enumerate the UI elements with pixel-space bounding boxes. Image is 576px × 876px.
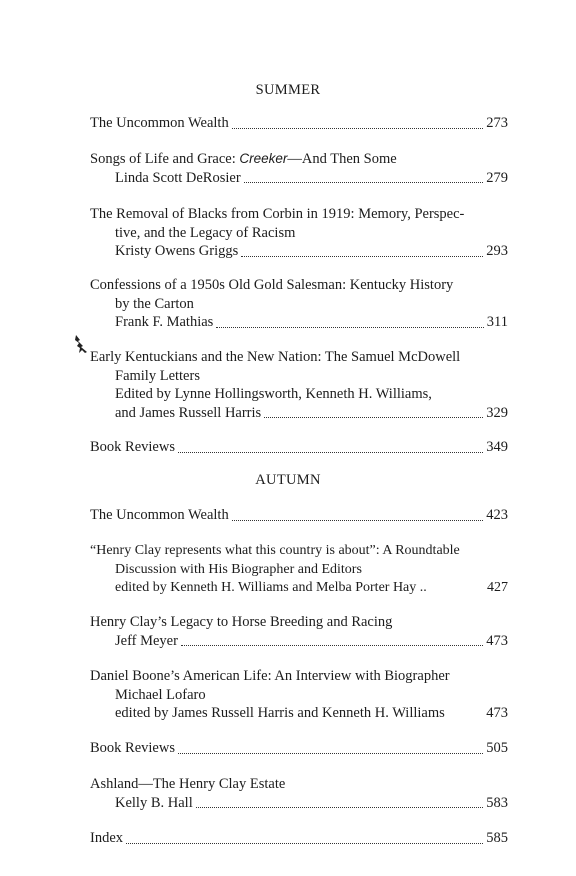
entry-title: Confessions of a 1950s Old Gold Salesman: Kentucky History: [90, 277, 454, 293]
entry-editors: Edited by Lynne Hollingsworth, Kenneth H. Williams,: [115, 386, 432, 402]
toc-entry: [90, 276, 508, 332]
page-number: 585: [486, 830, 508, 846]
page-number: 293: [486, 243, 508, 259]
entry-author: Linda Scott DeRosier: [115, 169, 241, 186]
page-number: 273: [486, 115, 508, 131]
page-number: 311: [486, 314, 508, 330]
toc-entry: [90, 114, 508, 133]
dot-leader: [196, 807, 484, 808]
dot-leader: [181, 645, 483, 646]
section-heading-summer: SUMMER: [255, 82, 321, 98]
entry-title-continued: by the Carton: [115, 295, 194, 312]
entry-title: The Uncommon Wealth: [90, 115, 229, 131]
entry-title: Index: [90, 830, 124, 846]
dot-leader: [178, 753, 483, 754]
toc-entry: [90, 667, 508, 723]
entry-editors: edited by James Russell Harris and Kenneth H. Williams: [115, 705, 445, 721]
page-number: 473: [486, 632, 508, 649]
entry-title: Ashland—The Henry Clay Estate: [90, 776, 286, 792]
toc-entry: [90, 205, 508, 261]
dot-leader: [126, 843, 483, 844]
entry-title: Daniel Boone’s American Life: An Interview with Biographer: [90, 668, 450, 684]
entry-title-continued: Michael Lofaro: [115, 686, 206, 703]
page-number: 423: [486, 507, 508, 523]
dot-leader: [232, 128, 484, 129]
page-number: 473: [486, 705, 508, 721]
entry-title-continued: tive, and the Legacy of Racism: [115, 224, 296, 241]
toc-entry: [90, 506, 508, 525]
toc-entry: [90, 150, 508, 187]
dot-leader: [241, 256, 483, 257]
section-heading-autumn: AUTUMN: [255, 472, 321, 488]
toc-entry: [90, 542, 508, 598]
entry-title: “Henry Clay represents what this country is about”: A Roundtable: [90, 543, 460, 558]
page-number: 349: [486, 439, 508, 455]
toc-entry: [90, 438, 508, 457]
entry-title: Early Kentuckians and the New Nation: The Samuel McDowell: [90, 349, 461, 365]
toc-entry: [90, 613, 508, 650]
ink-speck-icon: [74, 334, 90, 356]
entry-title: The Uncommon Wealth: [90, 507, 229, 523]
entry-title-continued: Discussion with His Biographer and Editors: [115, 561, 362, 577]
entry-title: Songs of Life and Grace: Creeker—And Then Some: [90, 151, 397, 167]
entry-title: Henry Clay’s Legacy to Horse Breeding and Racing: [90, 614, 393, 630]
page-number: 427: [487, 580, 508, 595]
entry-editors-continued: and James Russell Harris: [115, 404, 262, 421]
toc-entry: [90, 348, 508, 422]
toc-entry: [90, 829, 508, 848]
page-number: 505: [486, 740, 508, 756]
entry-title: Book Reviews: [90, 740, 175, 756]
entry-author: Frank F. Mathias: [115, 314, 214, 330]
dot-leader: [216, 327, 483, 328]
entry-author: Kelly B. Hall: [115, 794, 193, 811]
dot-leader: [244, 182, 484, 183]
page-number: 329: [486, 404, 508, 421]
entry-title-italic: Creeker: [239, 151, 288, 166]
toc-entry: [90, 739, 508, 758]
entry-author: Kristy Owens Griggs: [115, 243, 239, 259]
page-number: 279: [486, 169, 508, 186]
entry-title: Book Reviews: [90, 439, 175, 455]
entry-author: Jeff Meyer: [115, 632, 178, 649]
toc-entry: [90, 775, 508, 812]
dot-leader: [178, 452, 483, 453]
dot-leader: [264, 417, 483, 418]
page-number: 583: [486, 794, 508, 811]
entry-title-continued: Family Letters: [115, 367, 200, 384]
entry-title: The Removal of Blacks from Corbin in 1919: Memory, Perspec-: [90, 206, 465, 222]
entry-editors: edited by Kenneth H. Williams and Melba Porter Hay ..: [115, 580, 427, 595]
dot-leader: [232, 520, 484, 521]
